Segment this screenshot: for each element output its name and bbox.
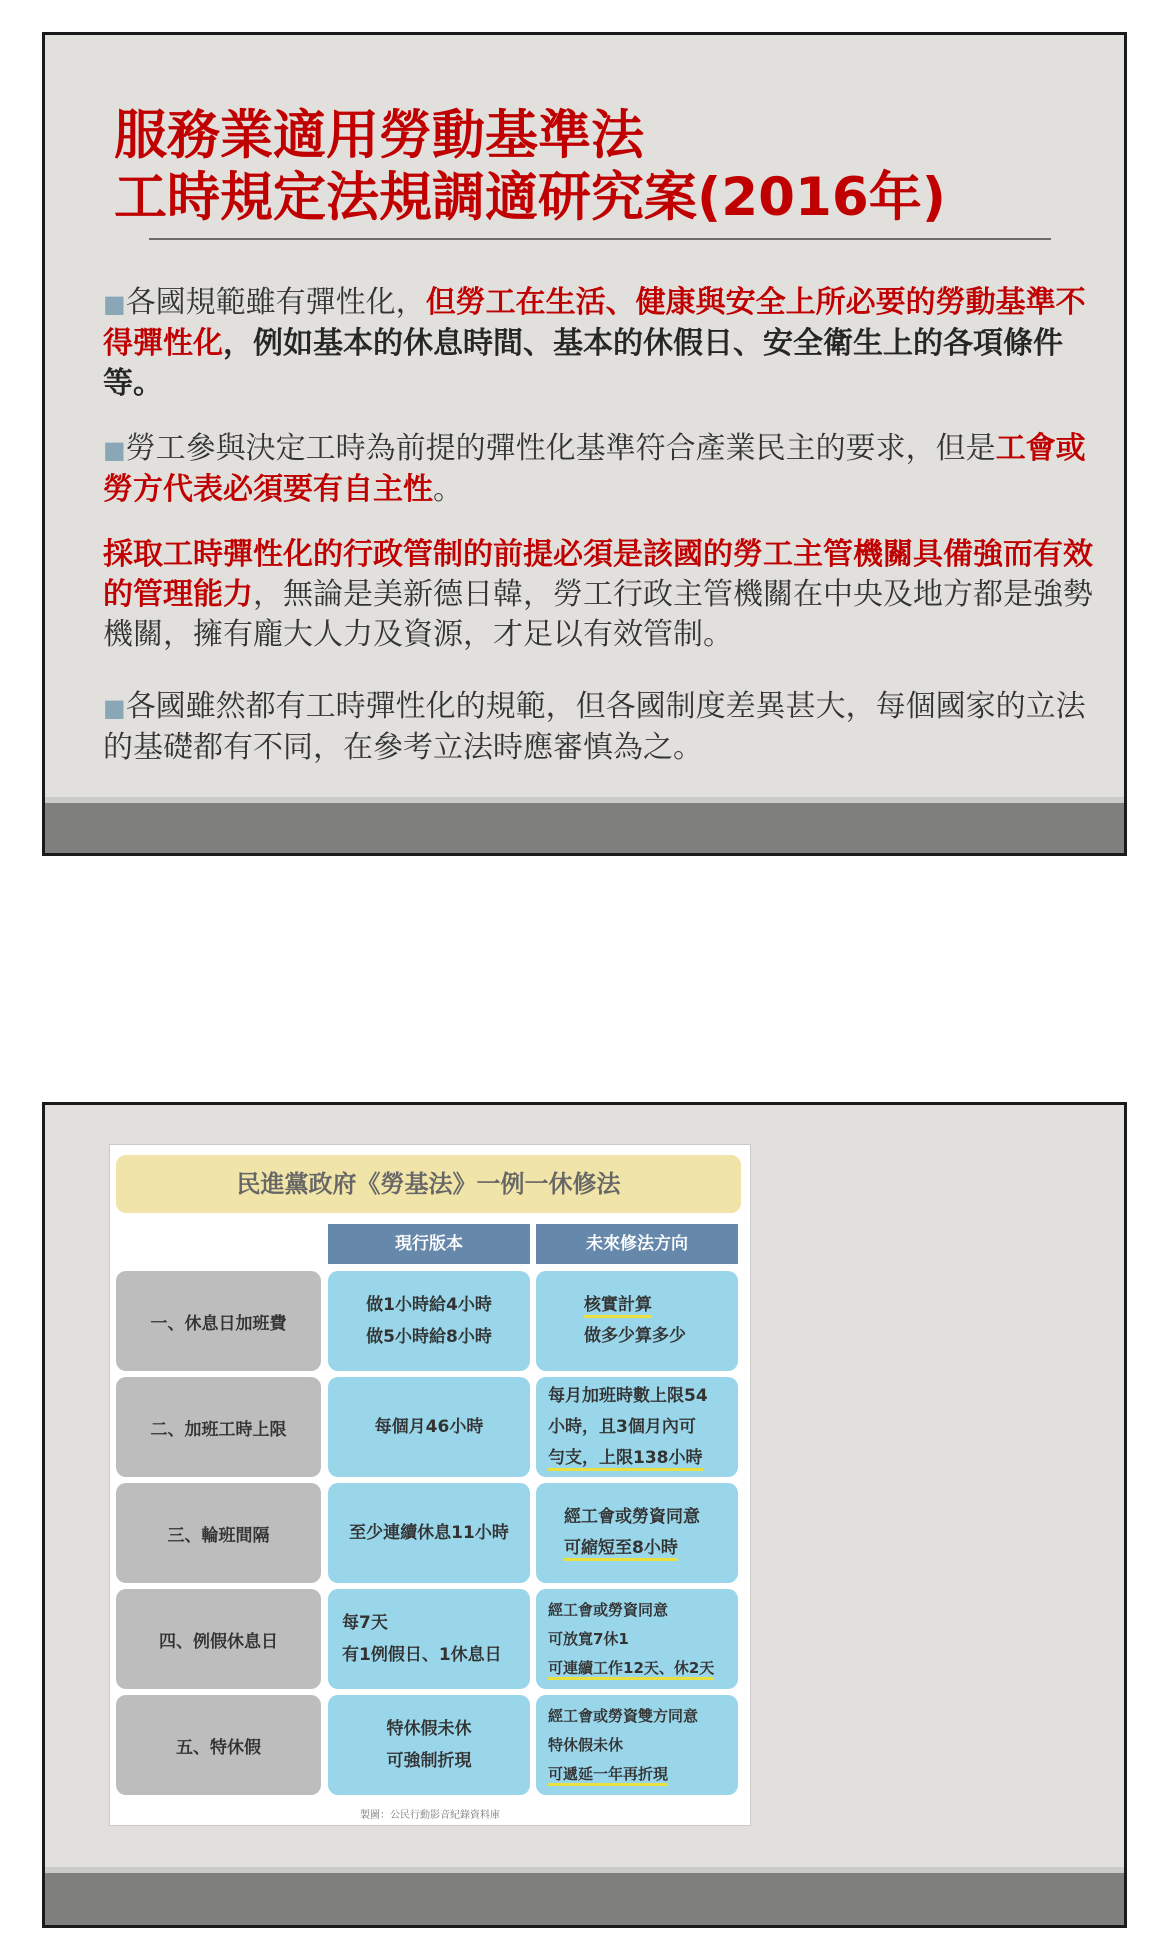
future-cell-1 xyxy=(536,1271,738,1371)
future-5-line-2: 特休假未休 xyxy=(548,1735,624,1754)
future-cell-2 xyxy=(536,1377,738,1477)
title-line-2: 工時規定法規調適研究案(2016年) xyxy=(114,167,946,228)
p4-text: 各國雖然都有工時彈性化的規範，但各國制度差異甚大，每個國家的立法的基礎都有不同，在參考立法時應審慎為之。 xyxy=(103,689,1086,765)
p1-emphasis: 但勞工在生活、健康與安全上所必要的勞動基準不得彈性化 xyxy=(103,285,1086,361)
column-header-future: 未來修法方向 xyxy=(536,1224,738,1264)
future-2-line-1: 每月加班時數上限54 xyxy=(548,1385,708,1406)
current-4-line-2: 有1例假日、1休息日 xyxy=(342,1645,502,1665)
title-line-1: 服務業適用勞動基準法 xyxy=(114,105,644,166)
current-cell-3 xyxy=(328,1483,530,1583)
current-4-line-1: 每7天 xyxy=(342,1613,388,1633)
future-4-line-3: 可連續工作12天、休2天 xyxy=(548,1659,714,1680)
current-cell-2 xyxy=(328,1377,530,1477)
title-divider xyxy=(149,238,1051,240)
row-label-1: 一、休息日加班費 xyxy=(116,1271,321,1371)
labor-law-comparison-graphic xyxy=(109,1144,751,1826)
current-1-line-2: 做5小時給8小時 xyxy=(366,1327,492,1347)
bullet-square-icon: ■ xyxy=(103,436,126,464)
row-label-3: 三、輪班間隔 xyxy=(116,1483,321,1583)
paragraph-2 xyxy=(103,429,1113,510)
future-2-line-3: 勻支，上限138小時 xyxy=(548,1448,703,1471)
future-3-line-2: 可縮短至8小時 xyxy=(564,1538,678,1561)
graphic-credit: 製圖：公民行動影音紀錄資料庫 xyxy=(360,1810,500,1821)
bullet-square-icon: ■ xyxy=(103,694,126,722)
future-1-line-2: 做多少算多少 xyxy=(584,1326,686,1346)
future-3-line-1: 經工會或勞資同意 xyxy=(564,1507,700,1527)
current-2-line-1: 每個月46小時 xyxy=(374,1417,484,1437)
paragraph-1 xyxy=(103,283,1113,404)
future-1-line-1: 核實計算 xyxy=(584,1295,652,1318)
current-5-line-2: 可強制折現 xyxy=(386,1751,472,1771)
future-4-line-2: 可放寬7休1 xyxy=(548,1629,629,1648)
p2-end: 。 xyxy=(433,472,463,507)
slide-2 xyxy=(42,1102,1127,1928)
p3-emphasis: 採取工時彈性化的行政管制的前提必須是該國的勞工主管機關具備強而有效的管理能力 xyxy=(103,537,1093,612)
slide-1-title xyxy=(114,105,946,229)
row-label-4: 四、例假休息日 xyxy=(116,1589,321,1689)
column-header-current: 現行版本 xyxy=(328,1224,530,1264)
future-5-line-3: 可遞延一年再折現 xyxy=(548,1765,668,1786)
future-cell-3 xyxy=(536,1483,738,1583)
row-label-5: 五、特休假 xyxy=(116,1695,321,1795)
future-2-line-2: 小時，且3個月內可 xyxy=(548,1416,696,1437)
current-1-line-1: 做1小時給4小時 xyxy=(366,1295,492,1315)
current-cell-4 xyxy=(328,1589,530,1689)
paragraph-3 xyxy=(103,535,1113,655)
future-4-line-1: 經工會或勞資同意 xyxy=(548,1600,669,1619)
future-cell-4 xyxy=(536,1589,738,1689)
graphic-banner: 民進黨政府《勞基法》一例一休修法 xyxy=(116,1155,741,1213)
p2-emphasis: 工會或勞方代表必須要有自主性 xyxy=(103,431,1086,507)
paragraph-4 xyxy=(103,687,1113,768)
footer-bar xyxy=(45,1873,1124,1925)
p1-bold-text: ，例如基本的休息時間、基本的休假日、安全衛生上的各項條件等。 xyxy=(103,326,1063,401)
slide-1 xyxy=(42,32,1127,856)
row-label-2: 二、加班工時上限 xyxy=(116,1377,321,1477)
current-cell-1 xyxy=(328,1271,530,1371)
p1-text: 各國規範雖有彈性化， xyxy=(125,285,426,320)
future-5-line-1: 經工會或勞資雙方同意 xyxy=(548,1706,699,1725)
bullet-square-icon: ■ xyxy=(103,290,126,318)
current-5-line-1: 特休假未休 xyxy=(386,1719,472,1739)
footer-bar xyxy=(45,803,1124,853)
p3-text: ，無論是美新德日韓，勞工行政主管機關在中央及地方都是強勢機關，擁有龐大人力及資源，才足以有效管制。 xyxy=(103,577,1093,652)
current-cell-5 xyxy=(328,1695,530,1795)
current-3-line-1: 至少連續休息11小時 xyxy=(349,1523,509,1543)
p2-text: 勞工參與決定工時為前提的彈性化基準符合產業民主的要求，但是 xyxy=(125,431,996,466)
future-cell-5 xyxy=(536,1695,738,1795)
